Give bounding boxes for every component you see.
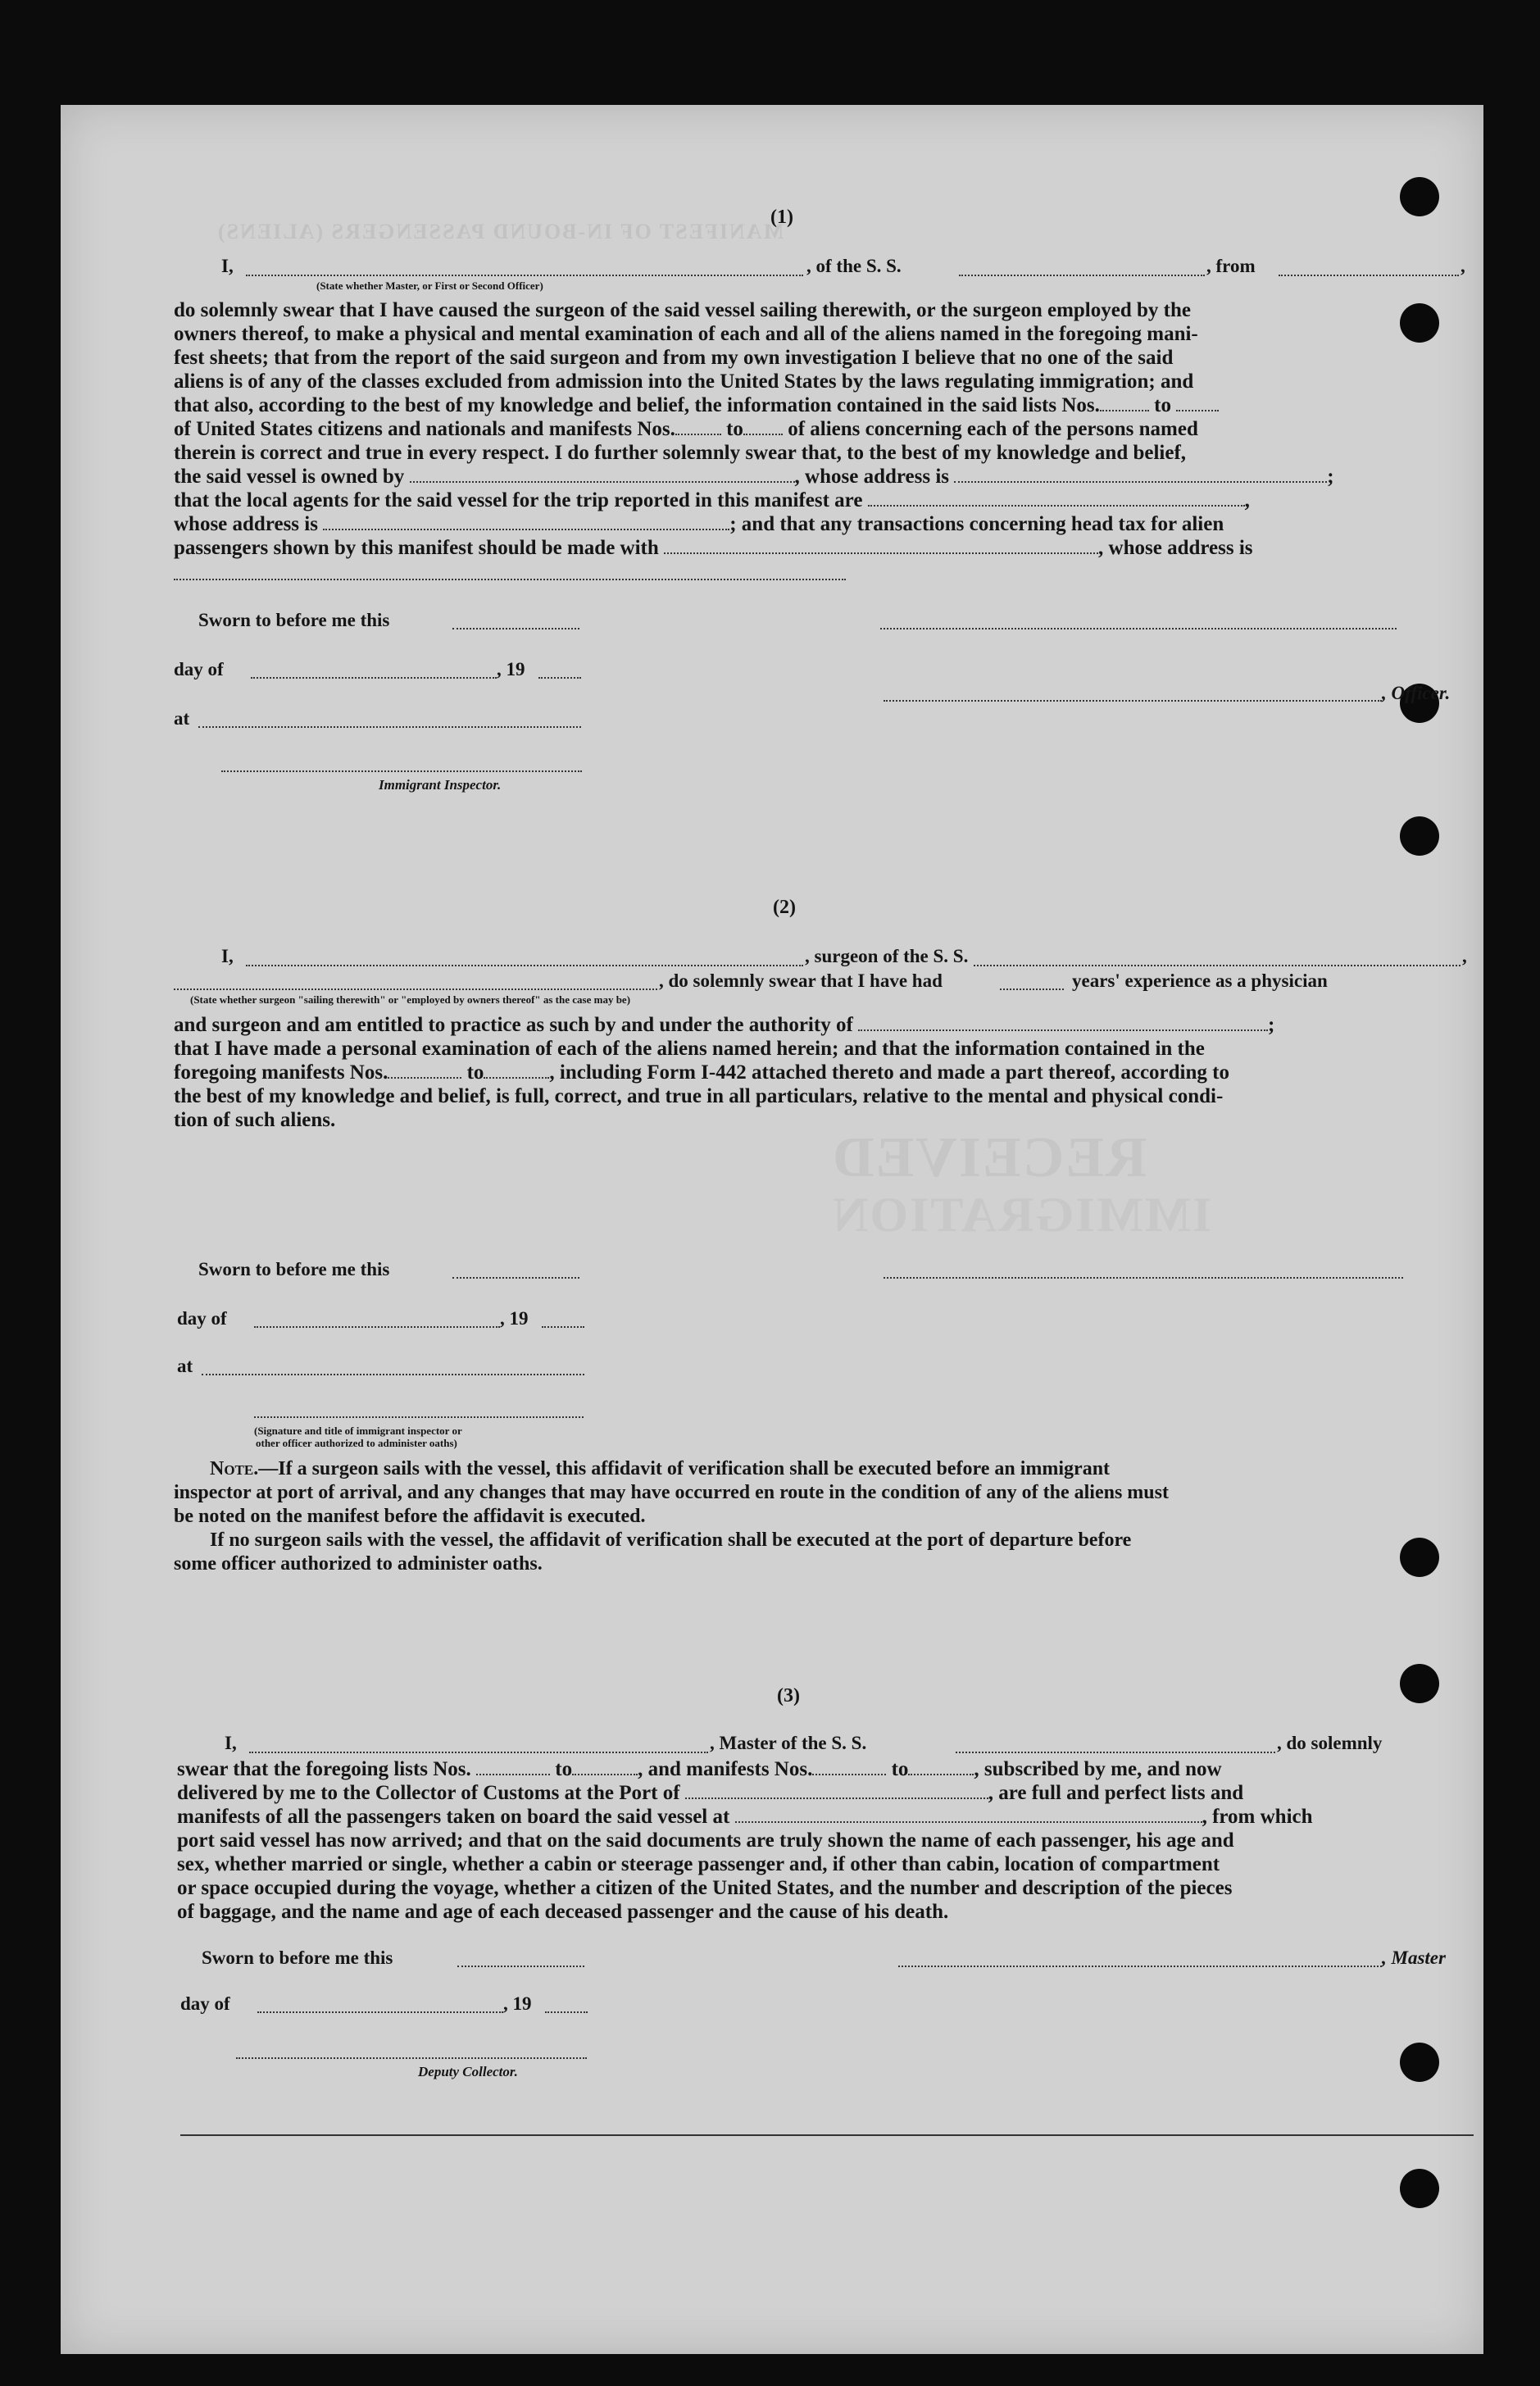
s2-vessel-name-field[interactable] — [974, 965, 1461, 966]
s2-line: the best of my knowledge and belief, is full, correct, and true in all particulars, relative to the mental and physical condi- — [174, 1085, 1224, 1107]
s3-manifests-from-field[interactable] — [812, 1774, 886, 1775]
punch-hole-8 — [1400, 2169, 1439, 2208]
s1-line — [174, 512, 1462, 536]
s3-line — [177, 1757, 1465, 1781]
s2-signature-note-1: (Signature and title of immigrant inspector or — [254, 1425, 462, 1437]
s3-port-field[interactable] — [685, 1797, 988, 1799]
s1-officer-note: (State whether Master, or First or Second Officer) — [316, 280, 543, 292]
s2-month-field[interactable] — [254, 1326, 500, 1328]
s2-note-text-1: —If a surgeon sails with the vessel, this affidavit of verification shall be executed before an immigrant — [258, 1458, 1111, 1479]
s2-note-line: inspector at port of arrival, and any changes that may have occurred en route in the condition of any of the aliens must — [174, 1482, 1169, 1503]
s3-collector-text: delivered by me to the Collector of Customs at the Port of — [177, 1782, 680, 1804]
s1-nineteen-label: , 19 — [497, 659, 525, 679]
s2-authority-text: and surgeon and am entitled to practice as such by and under the authority of — [174, 1014, 853, 1036]
s3-deputy-signature-field[interactable] — [236, 2057, 587, 2059]
s1-line: aliens is of any of the classes excluded from admission into the United States by the laws regulating immigration; and — [174, 370, 1194, 393]
section-3-number: (3) — [777, 1685, 800, 1707]
s1-officer-name-field[interactable] — [246, 275, 803, 276]
s3-full-lists-text: , are full and perfect lists and — [988, 1782, 1244, 1804]
s1-whose-address-text-2: , whose address is — [1098, 537, 1253, 559]
s3-manifests-text: , and manifests Nos. — [638, 1758, 813, 1780]
s2-note-line: be noted on the manifest before the affidavit is executed. — [174, 1506, 646, 1527]
s1-line — [174, 489, 1462, 512]
s3-i-label: I, — [225, 1733, 237, 1753]
s1-owner-field[interactable] — [410, 481, 795, 483]
s3-oath-paragraph — [177, 1757, 1465, 1924]
s3-master-signature-field[interactable] — [898, 1966, 1382, 1967]
manifest-affidavit-page — [61, 105, 1483, 2354]
s2-oath-paragraph — [174, 1013, 1462, 1132]
s1-sworn-label: Sworn to before me this — [198, 610, 390, 630]
s2-swear-years-label: , do solemnly swear that I have had — [659, 970, 943, 991]
s1-officer-signature-line-2[interactable] — [884, 700, 1382, 702]
punch-hole-4 — [1400, 816, 1439, 856]
s1-sworn-date-field[interactable] — [452, 628, 579, 629]
s2-authority-field[interactable] — [858, 1029, 1268, 1031]
s3-embark-port-field[interactable] — [735, 1821, 1202, 1823]
s3-month-field[interactable] — [257, 2011, 503, 2013]
s1-owner-address-field[interactable] — [954, 481, 1327, 483]
s2-note-line — [174, 1457, 1462, 1481]
s3-line: or space occupied during the voyage, whether a citizen of the United States, and the number and description of the pieces — [177, 1877, 1233, 1899]
stamp-ghost-1: RECEIVED — [831, 1126, 1147, 1189]
s3-to: to — [891, 1758, 909, 1780]
s3-lists-to-field[interactable] — [572, 1774, 638, 1775]
s1-line — [174, 393, 1462, 417]
s1-agents-text: that the local agents for the said vessel for the trip reported in this manifest are — [174, 489, 863, 511]
punch-hole-1 — [1400, 177, 1439, 216]
punch-hole-6 — [1400, 1664, 1439, 1703]
s1-month-field[interactable] — [251, 677, 497, 679]
s2-form-text: , including Form I-442 attached thereto and made a part thereof, according to — [549, 1061, 1229, 1084]
s1-manifests-text: of United States citizens and nationals and manifests Nos. — [174, 418, 675, 440]
s2-surgeon-of-ss-label: , surgeon of the S. S. — [805, 946, 969, 966]
s2-at-label: at — [177, 1356, 193, 1376]
s3-from-which-text: , from which — [1202, 1806, 1313, 1828]
s2-semicolon: ; — [1268, 1014, 1275, 1036]
s1-head-tax-text: ; and that any transactions concerning head tax for alien — [729, 513, 1224, 535]
s1-comma: , — [1244, 489, 1250, 511]
s3-do-solemnly-label: , do solemnly — [1277, 1733, 1383, 1753]
s2-manifests-to-field[interactable] — [484, 1077, 549, 1079]
s1-whose-address-text: whose address is — [174, 513, 318, 535]
s3-sworn-date-field[interactable] — [457, 1966, 584, 1967]
s1-from-label: , from — [1206, 256, 1256, 276]
s1-aliens-text: of aliens concerning each of the persons named — [788, 418, 1198, 440]
s1-from-comma: , — [1461, 256, 1465, 276]
s3-line: port said vessel has now arrived; and that on the said documents are truly shown the name of each passenger, his age and — [177, 1829, 1234, 1852]
s3-manifests-to-field[interactable] — [908, 1774, 974, 1775]
s3-subscribed-text: , subscribed by me, and now — [974, 1758, 1222, 1780]
s2-note-block — [174, 1457, 1462, 1576]
s1-line: fest sheets; that from the report of the said surgeon and from my own investigation I believe that no one of the said — [174, 347, 1174, 369]
s3-taken-on-board-text: manifests of all the passengers taken on board the said vessel at — [177, 1806, 730, 1828]
s2-year-field[interactable] — [542, 1326, 584, 1328]
s3-deputy-label: Deputy Collector. — [418, 2064, 518, 2079]
bottom-rule — [180, 2134, 1474, 2136]
s3-to: to — [555, 1758, 573, 1780]
s1-agents-address-field[interactable] — [323, 529, 729, 530]
s3-sworn-label: Sworn to before me this — [202, 1947, 393, 1968]
s1-lists-to-field[interactable] — [1176, 410, 1219, 411]
s2-experience-label: years' experience as a physician — [1072, 970, 1328, 991]
s2-i-label: I, — [221, 946, 234, 966]
punch-hole-7 — [1400, 2043, 1439, 2082]
s2-line: that I have made a personal examination of each of the aliens named herein; and that the information contained in the — [174, 1038, 1205, 1060]
s3-line: of baggage, and the name and age of each deceased passenger and the cause of his death. — [177, 1901, 949, 1923]
s1-officer-signature-line-1[interactable] — [880, 628, 1397, 629]
s1-transactions-field[interactable] — [664, 552, 1098, 554]
s1-agents-field[interactable] — [868, 505, 1245, 507]
s1-from-port-field[interactable] — [1279, 275, 1459, 276]
s3-line — [177, 1805, 1465, 1829]
s2-nineteen-label: , 19 — [500, 1308, 529, 1329]
s2-sworn-label: Sworn to before me this — [198, 1259, 390, 1279]
s1-to: to — [1154, 394, 1171, 416]
s1-final-address-field[interactable] — [174, 579, 846, 580]
s1-manifests-from-field[interactable] — [675, 434, 721, 435]
s1-owned-by-text: the said vessel is owned by — [174, 466, 405, 488]
s3-lists-text: swear that the foregoing lists Nos. — [177, 1758, 471, 1780]
s2-surgeon-status-field[interactable] — [174, 988, 657, 990]
stamp-ghost-2: IMMIGRATION — [831, 1188, 1212, 1242]
s3-line: sex, whether married or single, whether a cabin or steerage passenger and, if other than cabin, location of compartment — [177, 1853, 1220, 1875]
s1-semicolon: ; — [1327, 466, 1334, 488]
section-1-number: (1) — [770, 207, 793, 228]
s3-day-of-label: day of — [180, 1993, 230, 2014]
s2-day-of-label: day of — [177, 1308, 227, 1329]
s2-inspector-signature-field[interactable] — [254, 1416, 584, 1418]
s1-vessel-name-field[interactable] — [959, 275, 1205, 276]
s1-officer-label: , Officer. — [1382, 683, 1451, 703]
s1-lists-text: that also, according to the best of my knowledge and belief, the information contained in the said lists Nos. — [174, 394, 1100, 416]
s1-oath-paragraph — [174, 298, 1462, 560]
s1-to: to — [726, 418, 743, 440]
s1-line — [174, 417, 1462, 441]
s2-note-line: If no surgeon sails with the vessel, the affidavit of verification shall be executed at the port of departure before — [210, 1529, 1132, 1551]
s2-line — [174, 1013, 1462, 1037]
s3-line — [177, 1781, 1465, 1805]
s2-line: tion of such aliens. — [174, 1109, 336, 1131]
s2-at-field[interactable] — [202, 1374, 584, 1375]
s1-owner-address-text: , whose address is — [794, 466, 950, 488]
s3-nineteen-label: , 19 — [503, 1993, 532, 2014]
s2-manifests-text: foregoing manifests Nos. — [174, 1061, 388, 1084]
s2-years-field[interactable] — [1000, 988, 1064, 990]
s3-master-of-ss-label: , Master of the S. S. — [710, 1733, 867, 1753]
s1-line — [174, 465, 1462, 489]
s1-lists-from-field[interactable] — [1100, 410, 1149, 411]
s1-inspector-label: Immigrant Inspector. — [379, 777, 502, 793]
s3-master-label: , Master — [1382, 1947, 1446, 1968]
s1-inspector-signature-field[interactable] — [221, 770, 582, 772]
s1-i-label: I, — [221, 256, 234, 276]
s2-signature-note-2: other officer authorized to administer oaths) — [256, 1437, 457, 1449]
s2-note-line: some officer authorized to administer oaths. — [174, 1553, 543, 1575]
s2-status-note: (State whether surgeon "sailing therewith" or "employed by owners thereof" as the case may be) — [190, 993, 631, 1006]
s1-year-field[interactable] — [538, 677, 581, 679]
s3-master-name-field[interactable] — [249, 1752, 708, 1753]
s1-transactions-text: passengers shown by this manifest should be made with — [174, 537, 659, 559]
section-2-number: (2) — [773, 897, 796, 918]
s2-line — [174, 1061, 1462, 1084]
s1-manifests-to-field[interactable] — [743, 434, 783, 435]
s1-of-ss-label: , of the S. S. — [806, 256, 902, 276]
s1-day-of-label: day of — [174, 659, 224, 679]
s1-at-field[interactable] — [198, 726, 581, 728]
s2-to: to — [466, 1061, 484, 1084]
s2-note-label: Note. — [210, 1458, 259, 1479]
s1-line: therein is correct and true in every respect. I do further solemnly swear that, to the best of my knowledge and belief, — [174, 442, 1187, 464]
s1-at-label: at — [174, 708, 190, 729]
s3-lists-from-field[interactable] — [476, 1774, 550, 1775]
s1-line: owners thereof, to make a physical and mental examination of each and all of the aliens named in the foregoing mani- — [174, 323, 1198, 345]
s2-surgeon-signature-field[interactable] — [884, 1277, 1403, 1279]
s2-sworn-date-field[interactable] — [452, 1277, 579, 1279]
s3-year-field[interactable] — [545, 2011, 588, 2013]
s1-line: do solemnly swear that I have caused the surgeon of the said vessel sailing therewith, or the surgeon employed by the — [174, 299, 1191, 321]
s1-line — [174, 536, 1462, 560]
s3-vessel-name-field[interactable] — [956, 1752, 1275, 1753]
s2-surgeon-name-field[interactable] — [246, 965, 803, 966]
s2-comma: , — [1462, 946, 1467, 966]
s2-manifests-from-field[interactable] — [388, 1077, 461, 1079]
mirrored-header-ghost: MANIFEST OF IN-BOUND PASSENGERS (ALIENS) — [216, 220, 784, 243]
